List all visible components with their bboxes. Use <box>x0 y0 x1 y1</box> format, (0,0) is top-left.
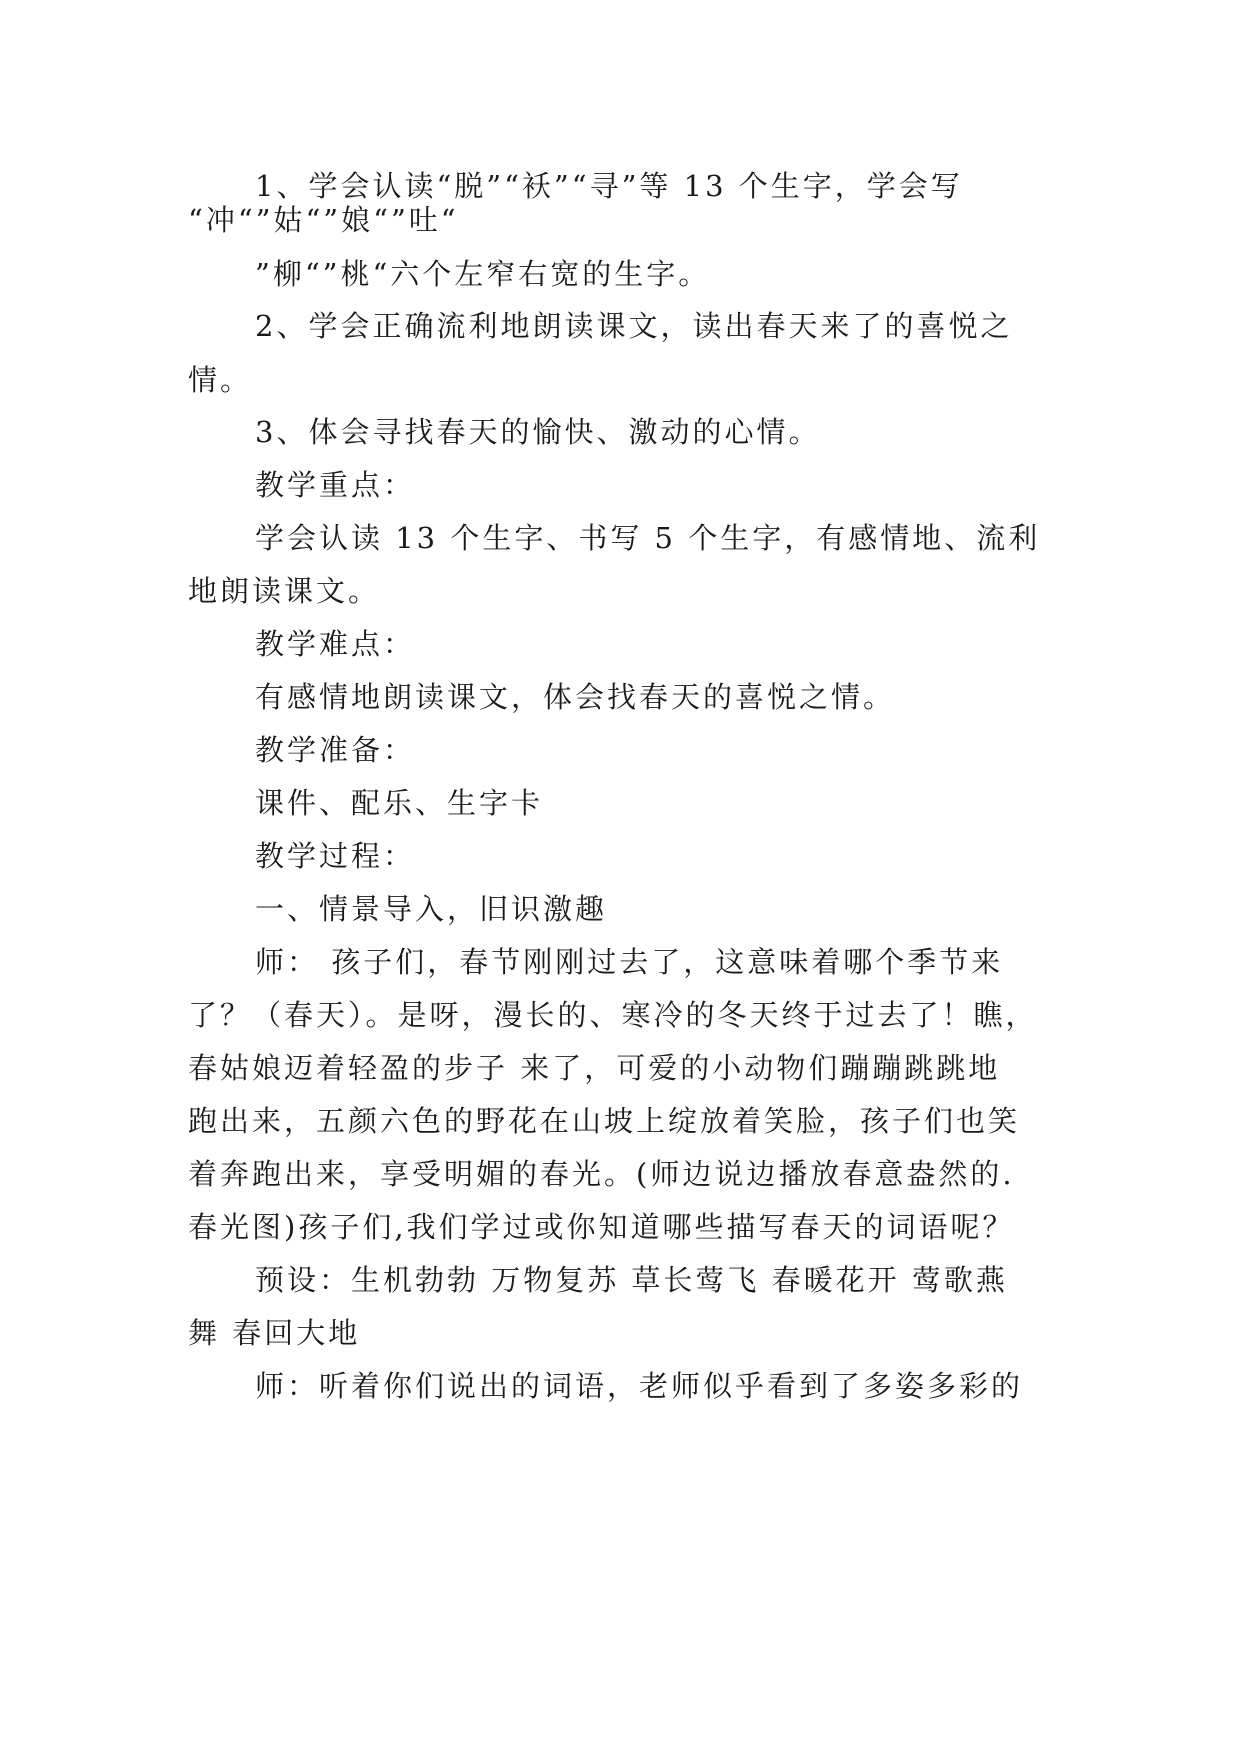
paragraph-line: 预设：生机勃勃 万物复苏 草长莺飞 春暖花开 莺歌燕 <box>255 1263 1008 1297</box>
section-heading: 教学重点： <box>255 468 416 502</box>
section-heading: 教学难点： <box>255 627 416 661</box>
paragraph-line: 有感情地朗读课文，体会找春天的喜悦之情。 <box>255 680 896 714</box>
paragraph-line: 课件、配乐、生字卡 <box>255 786 544 820</box>
paragraph-line: ”柳“”桃“六个左窄右宽的生字。 <box>255 257 711 291</box>
paragraph-line: 师： 孩子们，春节刚刚过去了，这意味着哪个季节来 <box>255 945 1004 979</box>
paragraph-line: 学会认读 13 个生字、书写 5 个生字，有感情地、流利 <box>255 521 1041 555</box>
paragraph-line: “冲“”姑“”娘“”吐“ <box>188 203 459 237</box>
paragraph-line: 3、体会寻找春天的愉快、激动的心情。 <box>255 415 821 449</box>
paragraph-line: 1、学会认读“脱”“袄”“寻”等 13 个生字，学会写 <box>255 169 963 203</box>
section-heading: 教学过程： <box>255 839 416 873</box>
paragraph-line: 跑出来，五颜六色的野花在山坡上绽放着笑脸，孩子们也笑 <box>188 1104 1021 1138</box>
paragraph-line: 了？（春天）。是呀，漫长的、寒冷的冬天终于过去了！瞧， <box>188 998 1038 1032</box>
paragraph-line: 师：听着你们说出的词语，老师似乎看到了多姿多彩的 <box>255 1369 1024 1403</box>
paragraph-line: 情。 <box>188 363 253 397</box>
paragraph-line: 2、学会正确流利地朗读课文，读出春天来了的喜悦之 <box>255 309 1013 343</box>
paragraph-line: 着奔跑出来，享受明媚的春光。(师边说边播放春意盎然的. <box>188 1157 1015 1191</box>
paragraph-line: 地朗读课文。 <box>188 574 381 608</box>
paragraph-line: 春光图)孩子们,我们学过或你知道哪些描写春天的词语呢？ <box>188 1210 1015 1244</box>
section-heading: 教学准备： <box>255 733 416 767</box>
paragraph-line: 春姑娘迈着轻盈的步子 来了，可爱的小动物们蹦蹦跳跳地 <box>188 1051 1001 1085</box>
paragraph-line: 一、情景导入，旧识激趣 <box>255 892 608 926</box>
paragraph-line: 舞 春回大地 <box>188 1316 361 1350</box>
